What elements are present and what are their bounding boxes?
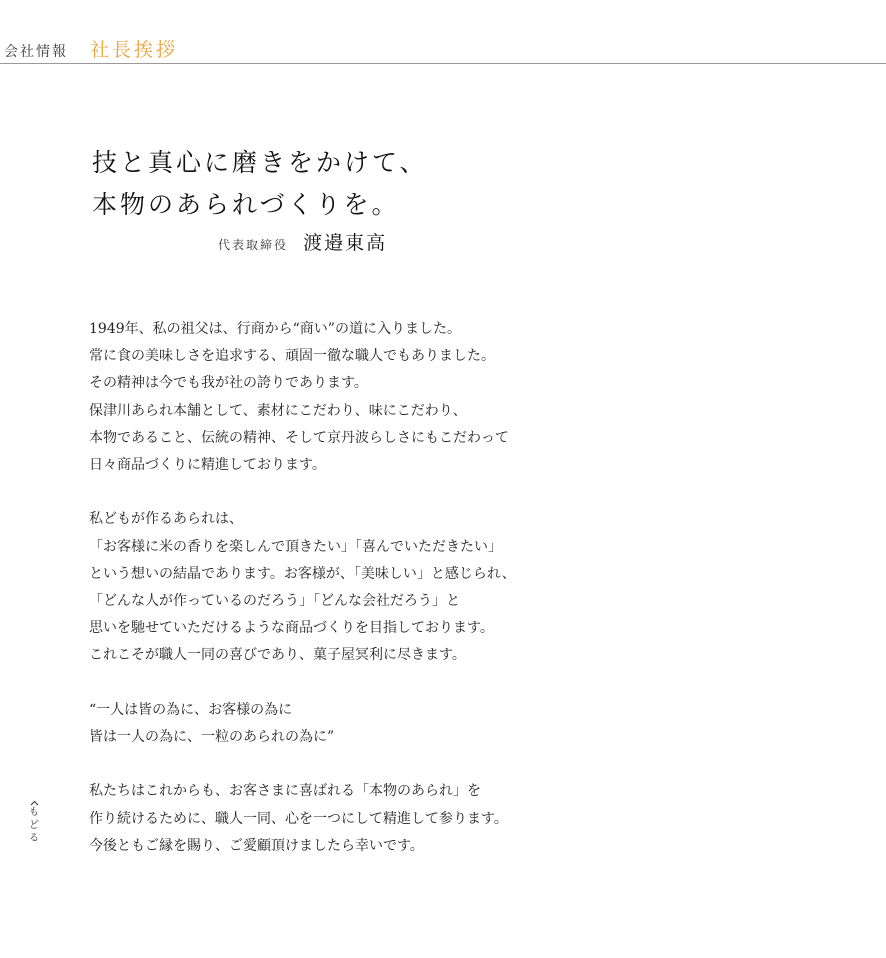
headline (92, 142, 428, 226)
page-header (0, 0, 886, 64)
page-title: 社長挨拶 (90, 39, 179, 61)
message-line: 1949年、私の祖父は、行商から“商い”の道に入りました。 (89, 321, 461, 337)
back-link-char: も (29, 807, 39, 818)
message-paragraph (89, 506, 529, 669)
message-line: 本物であること、伝統の精神、そして京丹波らしさにもこだわって (89, 429, 509, 446)
message-line: 「お客様に米の香りを楽しんで頂きたい」「喜んでいただきたい」 (89, 538, 502, 555)
message-line: 常に食の美味しさを追求する、頑固一徹な職人でもありました。 (89, 348, 495, 365)
breadcrumb-parent[interactable]: 会社情報 (4, 44, 68, 60)
message-line: 「どんな人が作っているのだろう」「どんな会社だろう」と (89, 593, 460, 610)
message-paragraph (89, 316, 529, 479)
headline-line-1: 技と真心に磨きをかけて、 (92, 148, 428, 177)
message-line: 保津川あられ本舗として、素材にこだわり、味にこだわり、 (89, 402, 467, 419)
message-paragraph (89, 778, 529, 860)
message-line: その精神は今でも我が社の誇りであります。 (89, 375, 368, 392)
back-link-char: る (29, 833, 39, 844)
message-line: 今後ともご縁を賜り、ご愛顧頂けましたら幸いです。 (89, 837, 424, 854)
signature (218, 230, 387, 258)
signature-name: 渡邉東高 (303, 232, 388, 254)
president-message (89, 316, 529, 860)
message-line: 私どもが作るあられは、 (89, 511, 243, 528)
message-line: 思いを馳せていただけるような商品づくりを目指しております。 (89, 620, 494, 637)
back-link[interactable] (28, 800, 40, 845)
message-line: という想いの結晶であります。お客様が、「美味しい」と感じられ、 (89, 565, 516, 582)
message-line: これこそが職人一同の喜びであり、菓子屋冥利に尽きます。 (89, 647, 466, 664)
message-line: 皆は一人の為に、一粒のあられの為に” (89, 729, 335, 746)
message-line: 作り続けるために、職人一同、心を一つにして精進して参ります。 (89, 810, 508, 827)
headline-line-2: 本物のあられづくりを。 (92, 190, 400, 219)
back-link-char: ど (29, 820, 39, 831)
message-paragraph (89, 697, 529, 751)
message-line: 私たちはこれからも、お客さまに喜ばれる「本物のあられ」を (89, 783, 481, 800)
message-line: 日々商品づくりに精進しております。 (89, 457, 326, 474)
signature-title: 代表取締役 (218, 238, 289, 252)
message-line: “一人は皆の為に、お客様の為に (89, 701, 293, 718)
